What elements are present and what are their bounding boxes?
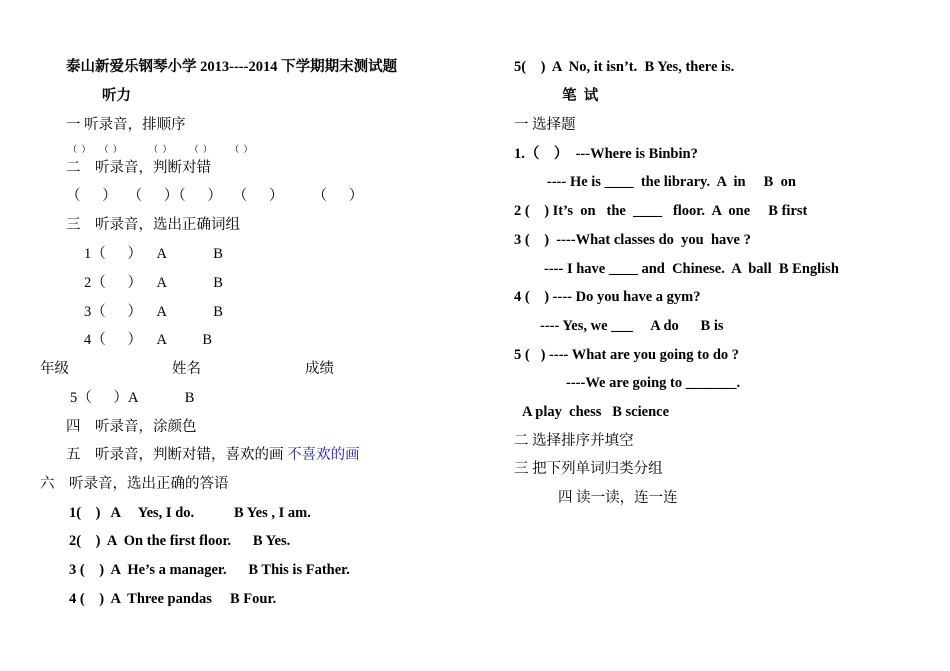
section-3-row: 4（ ） A B: [84, 332, 213, 348]
question-4-answer: ---- Yes, we ___ A do B is: [540, 318, 724, 334]
section-1-blanks: （ ） （ ） （ ） （ ） （ ）: [68, 144, 253, 154]
section-5-text: 五 听录音，判断对错，喜欢的画: [66, 447, 288, 463]
ordering-section-heading: 二 选择排序并填空: [514, 433, 634, 449]
listening-heading: 听力: [102, 88, 131, 104]
section-6-row: 2( ) A On the first floor. B Yes.: [69, 533, 291, 549]
section-6-row: 1( ) A Yes, I do. B Yes , I am.: [69, 505, 311, 521]
section-3-row: 2（ ） A B: [84, 275, 223, 291]
section-2-blanks: （ ） （ ）（ ） （ ） （ ）: [66, 188, 364, 204]
name-label: 姓名: [172, 361, 201, 377]
section-2-heading: 二 听录音，判断对错: [66, 160, 211, 176]
section-5-blue-text: 不喜欢的画: [287, 447, 360, 463]
reading-section-heading: 四 读一读，连一连: [558, 490, 678, 506]
question-3-answer: ---- I have ____ and Chinese. A ball B English: [544, 261, 839, 277]
question-2: 2 ( ) It’s on the ____ floor. A one B first: [514, 203, 808, 219]
choice-section-heading: 一 选择题: [514, 117, 576, 133]
question-4: 4 ( ) ---- Do you have a gym?: [514, 289, 701, 305]
section-6-heading: 六 听录音，选出正确的答语: [40, 476, 229, 492]
section-3-row: 1（ ） A B: [84, 246, 223, 262]
question-3: 3 ( ) ----What classes do you have ?: [514, 232, 751, 248]
section-3-heading: 三 听录音，选出正确词组: [66, 217, 240, 233]
question-1-answer: ---- He is ____ the library. A in B on: [547, 174, 796, 190]
question-5-answer: ----We are going to _______.: [566, 375, 741, 391]
section-6-row: 3 ( ) A He’s a manager. B This is Father.: [69, 562, 350, 578]
score-label: 成绩: [305, 361, 334, 377]
question-1: 1.（ ） ---Where is Binbin?: [514, 146, 698, 162]
section-1-heading: 一 听录音，排顺序: [66, 117, 186, 133]
listening-question-5: 5( ) A No, it isn’t. B Yes, there is.: [514, 59, 735, 75]
section-5-heading: [66, 446, 360, 464]
grouping-section-heading: 三 把下列单词归类分组: [514, 461, 663, 477]
section-6-row: 4 ( ) A Three pandas B Four.: [69, 591, 277, 607]
grade-label: 年级: [40, 361, 69, 377]
section-3-row: 3（ ） A B: [84, 304, 223, 320]
section-4-heading: 四 听录音，涂颜色: [66, 419, 197, 435]
exam-title: 泰山新爱乐钢琴小学 2013----2014 下学期期末测试题: [66, 59, 398, 75]
section-3-row: 5（ ）A B: [70, 390, 195, 406]
question-5: 5 ( ) ---- What are you going to do ?: [514, 347, 740, 363]
question-5-options: A play chess B science: [522, 404, 670, 420]
written-heading: 笔 试: [562, 88, 599, 104]
